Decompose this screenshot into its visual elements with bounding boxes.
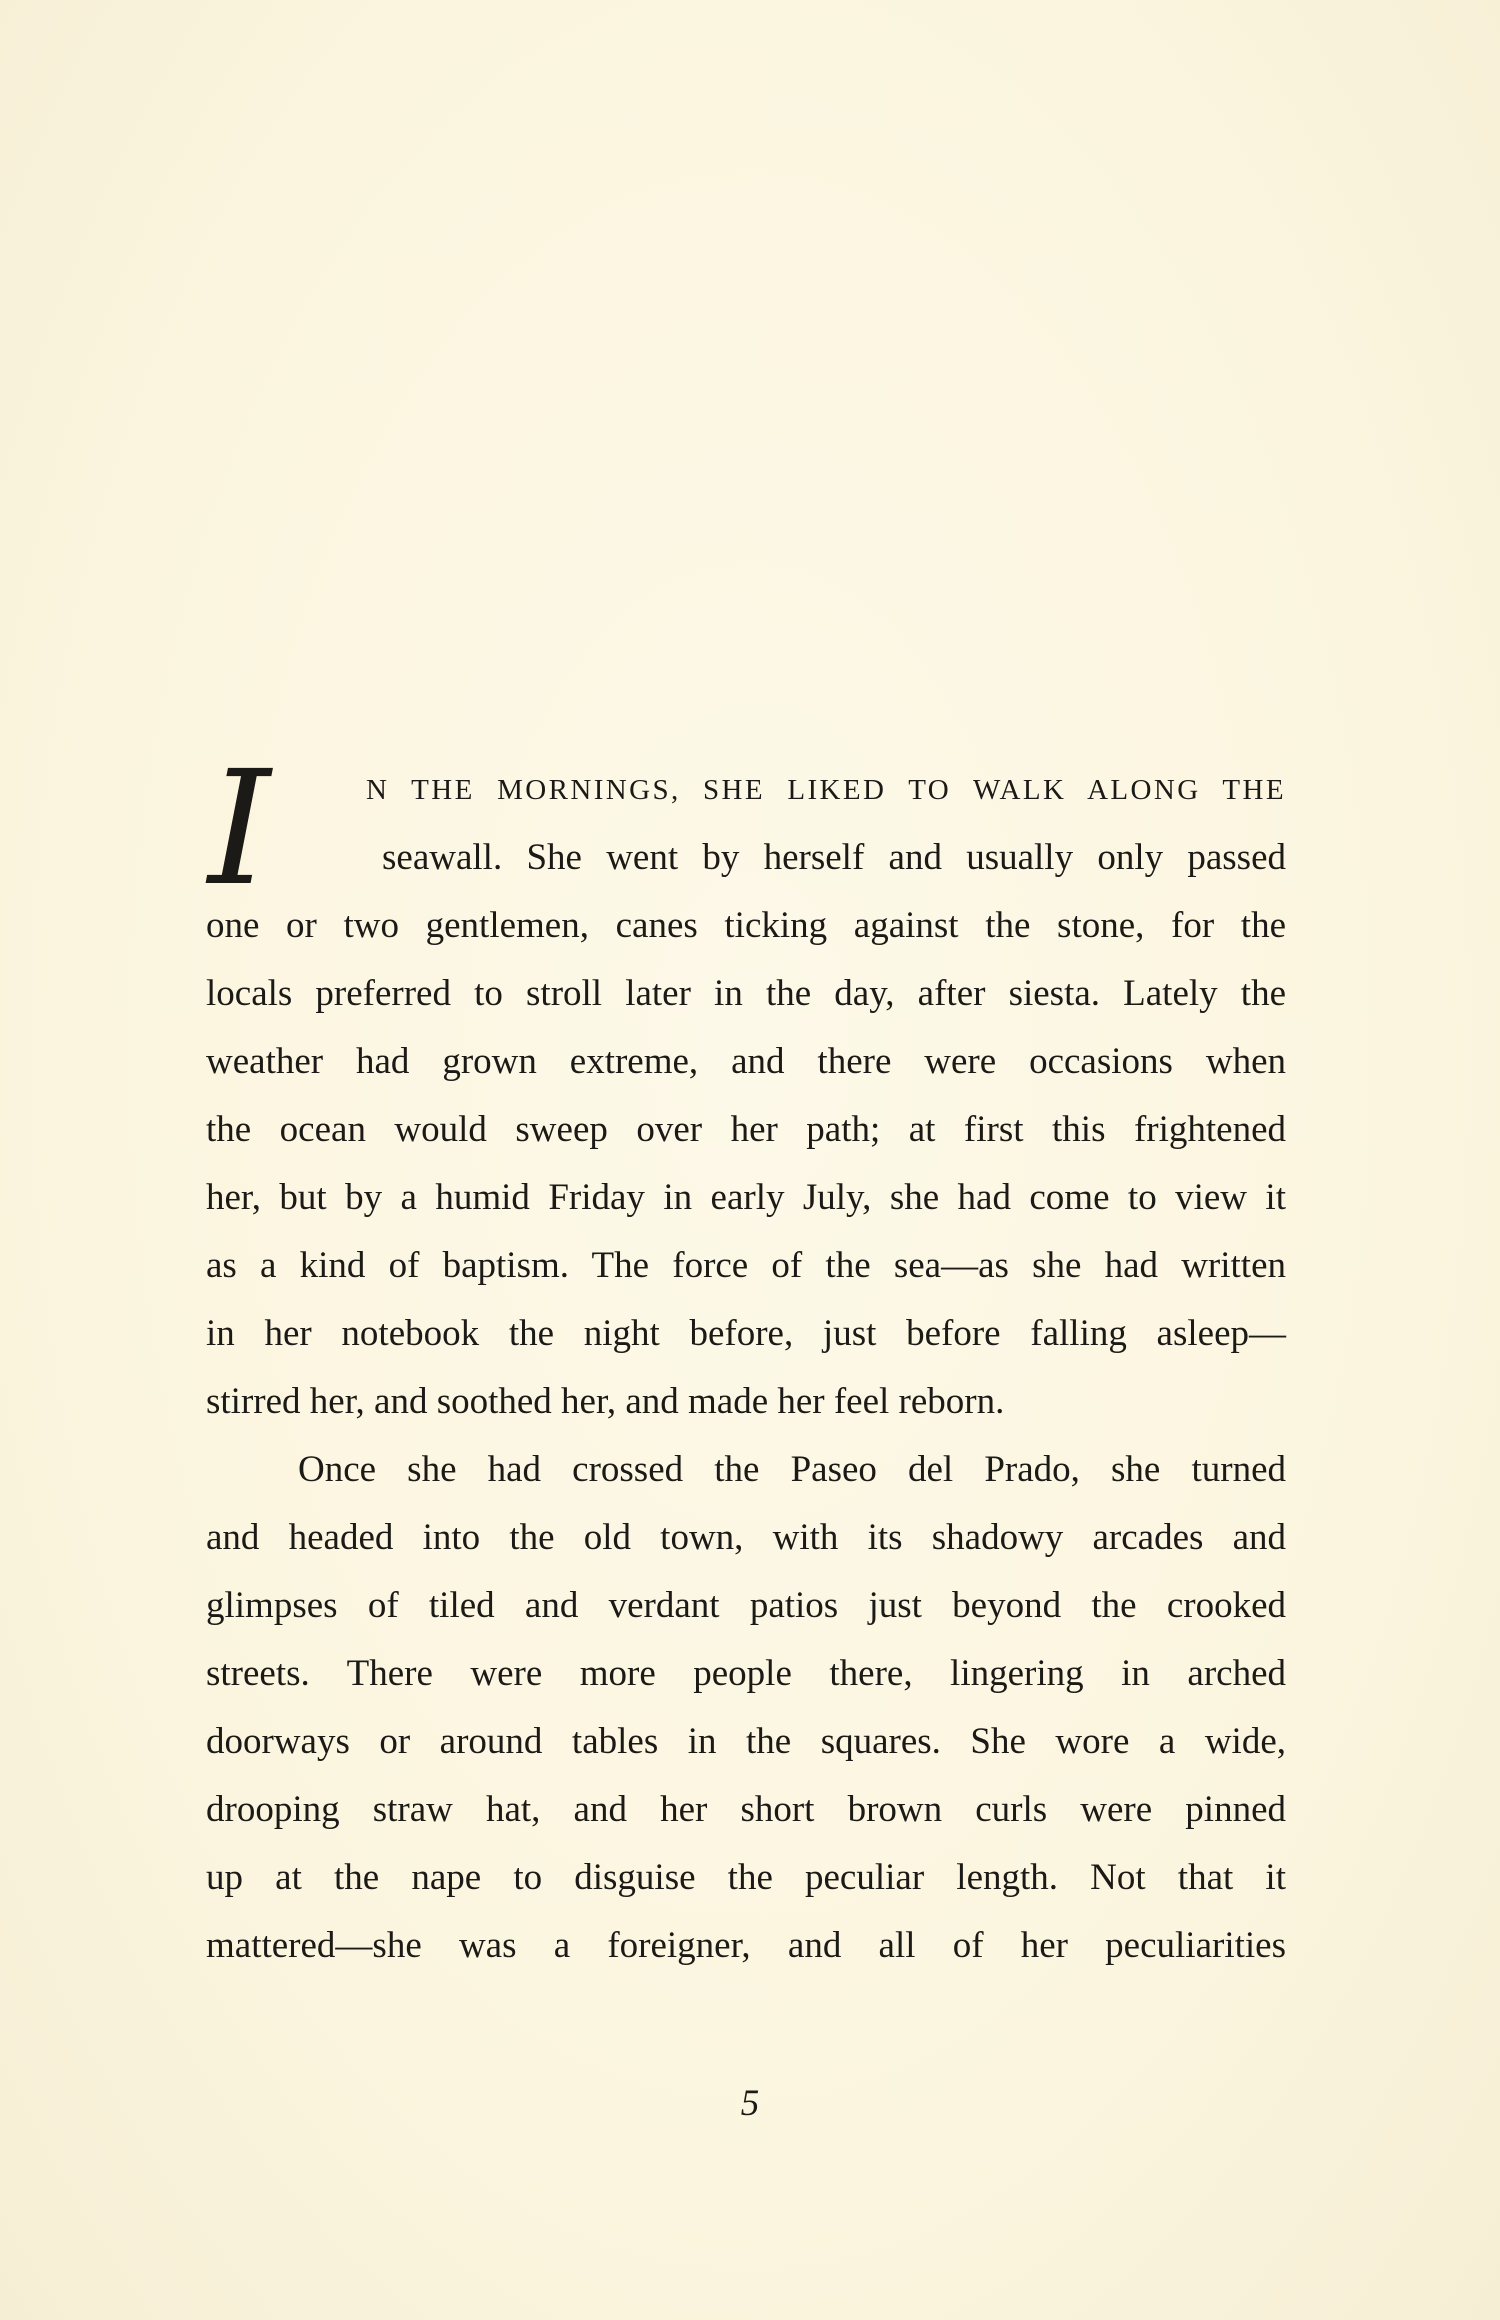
text-line: seawall. She went by herself and usually only passed [382, 837, 1286, 878]
text-line: and headed into the old town, with its shadowy arcades and [206, 1517, 1286, 1558]
text-line: up at the nape to disguise the peculiar length. Not that it [206, 1857, 1286, 1898]
paragraph-2 [206, 1436, 1286, 1980]
text-line: the ocean would sweep over her path; at first this frightened [206, 1109, 1286, 1150]
text-line: as a kind of baptism. The force of the sea—as she had written [206, 1245, 1286, 1286]
text-line: Once she had crossed the Paseo del Prado, she turned [298, 1449, 1286, 1490]
text-line: weather had grown extreme, and there were occasions when [206, 1041, 1286, 1082]
text-line: streets. There were more people there, lingering in arched [206, 1653, 1286, 1694]
text-line: mattered—she was a foreigner, and all of her peculiarities [206, 1925, 1286, 1966]
text-line: drooping straw hat, and her short brown curls were pinned [206, 1789, 1286, 1830]
page-number: 5 [740, 2083, 760, 2124]
drop-cap: I [208, 737, 271, 921]
body-text [206, 737, 1286, 1980]
opening-smallcaps: N THE MORNINGS, SHE LIKED TO WALK ALONG THE [366, 774, 1286, 806]
text-line: in her notebook the night before, just before falling asleep— [206, 1313, 1286, 1354]
text-line: glimpses of tiled and verdant patios just beyond the crooked [206, 1585, 1286, 1626]
text-line: one or two gentlemen, canes ticking against the stone, for the [206, 905, 1286, 946]
text-line: stirred her, and soothed her, and made her feel reborn. [206, 1381, 1005, 1422]
text-line: her, but by a humid Friday in early July, she had come to view it [206, 1177, 1286, 1218]
paragraph-1 [206, 824, 1286, 1436]
text-line: doorways or around tables in the squares. She wore a wide, [206, 1721, 1286, 1762]
text-line: locals preferred to stroll later in the day, after siesta. Lately the [206, 973, 1286, 1014]
